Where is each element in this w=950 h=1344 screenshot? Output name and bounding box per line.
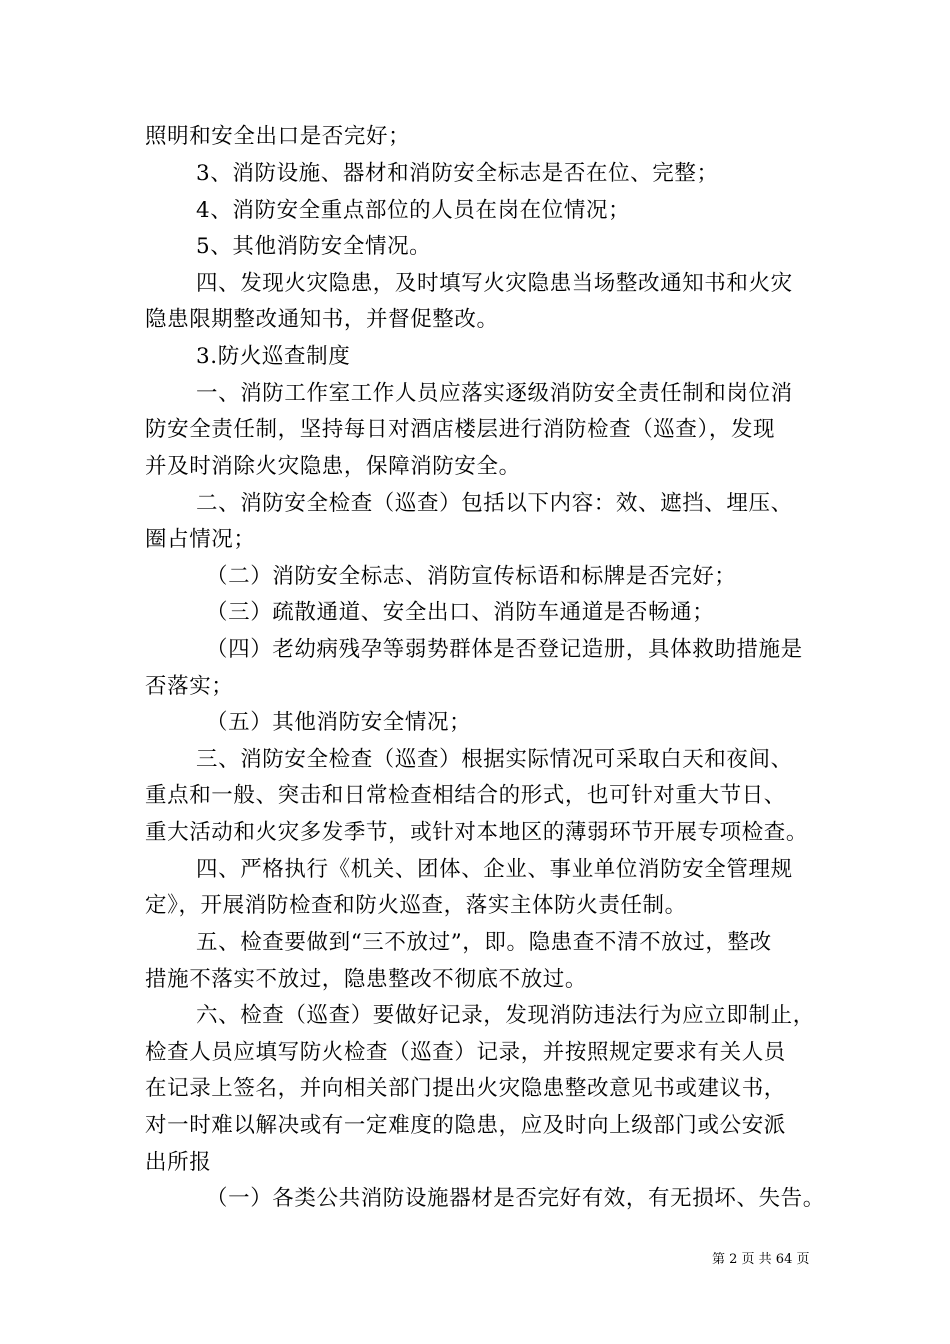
text-line: 定》，开展消防检查和防火巡查，落实主体防火责任制。 [145, 893, 687, 918]
text-line: 四、严格执行《机关、团体、企业、事业单位消防安全管理规 [196, 857, 793, 882]
text-line: 六、检查（巡查）要做好记录，发现消防违法行为应立即制止， [196, 1003, 815, 1028]
text-line: （三）疏散通道、安全出口、消防车通道是否畅通； [206, 600, 715, 625]
text-line: 出所报 [145, 1150, 212, 1175]
text-line: 二、消防安全检查（巡查）包括以下内容：效、遮挡、埋压、 [196, 491, 793, 516]
text-line: 3、消防设施、器材和消防安全标志是否在位、完整； [196, 161, 719, 186]
text-line: 防安全责任制，坚持每日对酒店楼层进行消防检查（巡查），发现 [145, 417, 776, 442]
text-line: 否落实； [145, 674, 234, 699]
text-line: 三、消防安全检查（巡查）根据实际情况可采取白天和夜间、 [196, 747, 793, 772]
text-line: 检查人员应填写防火检查（巡查）记录，并按照规定要求有关人员 [145, 1040, 786, 1065]
text-line: 四、发现火灾隐患，及时填写火灾隐患当场整改通知书和火灾 [196, 271, 793, 296]
text-line: 措施不落实不放过，隐患整改不彻底不放过。 [145, 967, 588, 992]
text-line: （四）老幼病残孕等弱势群体是否登记造册，具体救助措施是 [206, 637, 803, 662]
text-line: 重点和一般、突击和日常检查相结合的形式，也可针对重大节日、 [145, 783, 786, 808]
text-line: 重大活动和火灾多发季节，或针对本地区的薄弱环节开展专项检查。 [145, 820, 809, 845]
section-heading: 3.防火巡查制度 [196, 344, 351, 369]
text-line: （一）各类公共消防设施器材是否完好有效，有无损坏、失告。 [206, 1186, 825, 1211]
text-line: 5、其他消防安全情况。 [196, 234, 432, 259]
text-line: 并及时消除火灾隐患，保障消防安全。 [145, 454, 521, 479]
text-line: 隐患限期整改通知书，并督促整改。 [145, 307, 499, 332]
page-number: 第 2 页 共 64 页 [712, 1252, 810, 1267]
text-line: 一、消防工作室工作人员应落实逐级消防安全责任制和岗位消 [196, 381, 793, 406]
text-line: （五）其他消防安全情况； [206, 710, 472, 735]
text-line: （二）消防安全标志、消防宣传标语和标牌是否完好； [206, 564, 737, 589]
text-line: 4、消防安全重点部位的人员在岗在位情况； [196, 198, 631, 223]
text-line: 对一时难以解决或有一定难度的隐患，应及时向上级部门或公安派 [145, 1113, 786, 1138]
text-line: 圈占情况； [145, 527, 256, 552]
text-line: 五、检查要做到“三不放过”，即。隐患查不清不放过，整改 [196, 930, 772, 955]
text-line: 在记录上签名，并向相关部门提出火灾隐患整改意见书或建议书， [145, 1076, 786, 1101]
text-line: 照明和安全出口是否完好； [145, 124, 411, 149]
